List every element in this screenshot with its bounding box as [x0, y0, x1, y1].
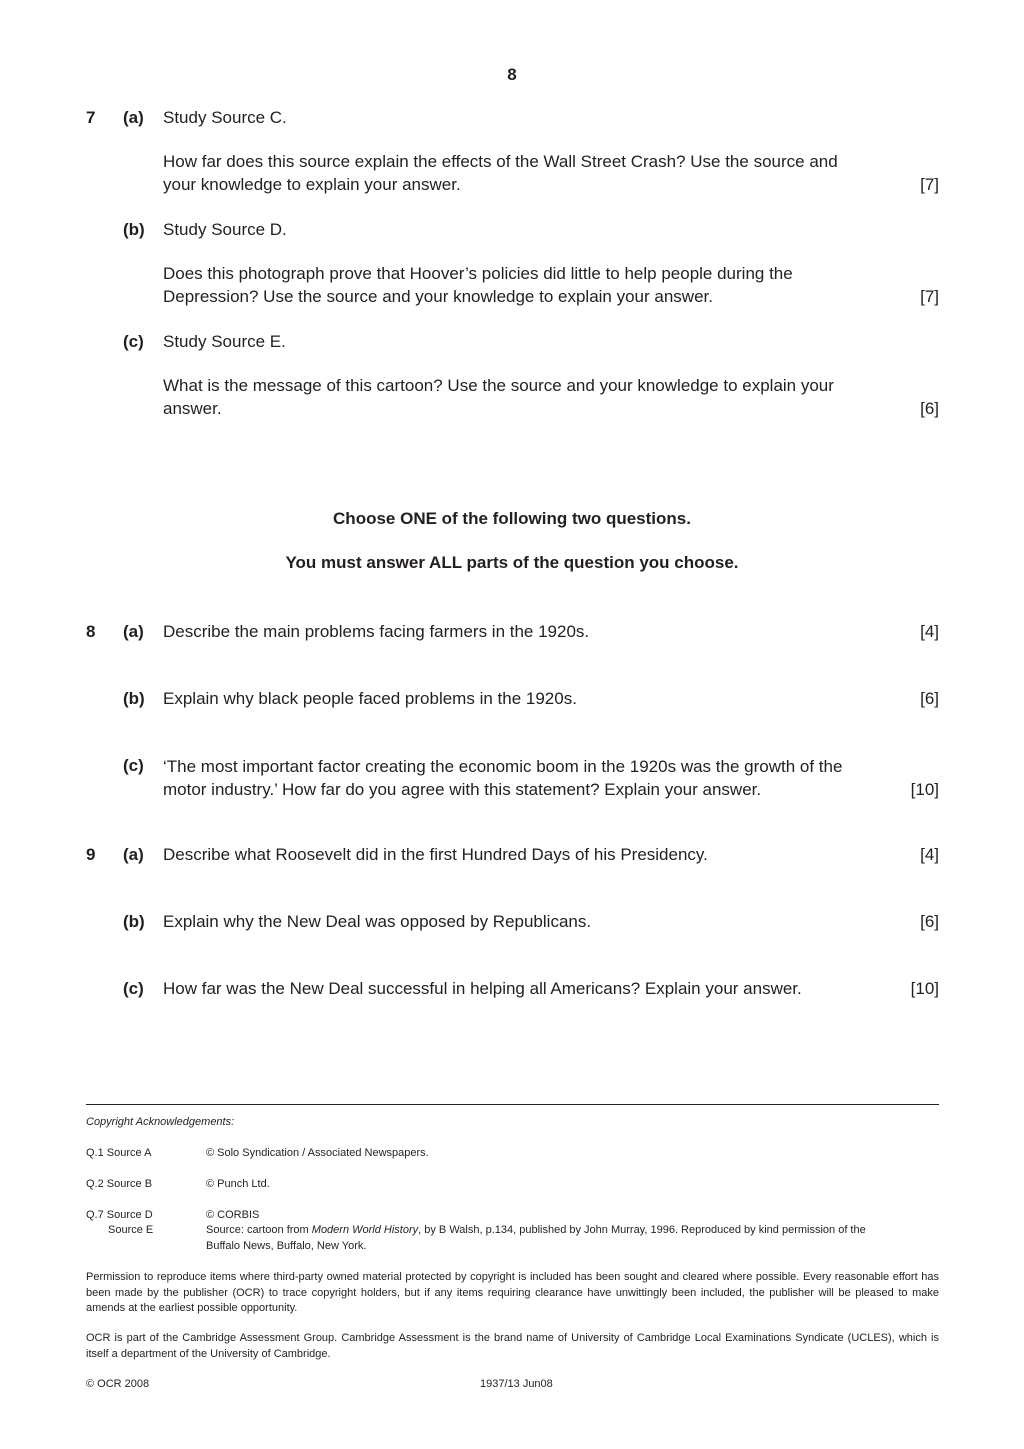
question-8a-label: (a): [123, 622, 144, 641]
question-7c-marks: [6]: [920, 399, 939, 418]
copyright-heading: Copyright Acknowledgements:: [86, 1116, 235, 1128]
question-7c-label: (c): [123, 332, 144, 351]
copyright-credit-q1a: © Solo Syndication / Associated Newspapers.: [206, 1147, 429, 1159]
permission-notice: Permission to reproduce items where third-party owned material protected by copyright is included has been sought and cleared where possible. Every reasonable effort has been made by the publisher (OCR) to trace copyright holders, but if any items requiring clearance have unwittingly been included, the publisher will be pleased to make amends at the earliest possible opportunity.: [86, 1271, 939, 1314]
copyright-credit-q7e-line2: Buffalo News, Buffalo, New York.: [206, 1240, 367, 1252]
question-7a-text: [163, 150, 939, 196]
question-9c-marks: [10]: [910, 979, 939, 998]
question-7a-line-2: your knowledge to explain your answer.: [163, 175, 461, 194]
question-8c-text: [163, 755, 939, 801]
question-9a-row: [163, 843, 939, 867]
footer-paper-code: 1937/13 Jun08: [480, 1378, 553, 1390]
question-7c-line-2: answer.: [163, 399, 222, 418]
choose-instruction: Choose ONE of the following two questions.: [333, 509, 691, 528]
question-8a-marks: [4]: [920, 622, 939, 641]
question-7a-line-1: How far does this source explain the effects of the Wall Street Crash? Use the source and: [163, 152, 838, 171]
question-8-number: 8: [86, 622, 96, 641]
question-7c-instruction: Study Source E.: [163, 332, 286, 351]
page-number: 8: [507, 65, 517, 84]
question-9c-row: [163, 977, 939, 1001]
question-7-number: 7: [86, 108, 96, 127]
question-8c-line-1: ‘The most important factor creating the economic boom in the 1920s was the growth of the: [163, 757, 843, 776]
copyright-source-q7d: Q.7 Source D: [86, 1209, 153, 1221]
question-8c-line-2: motor industry.’ How far do you agree with this statement? Explain your answer.: [163, 780, 762, 799]
question-8b-marks: [6]: [920, 689, 939, 708]
question-7b-line-1: Does this photograph prove that Hoover’s policies did little to help people during the: [163, 264, 793, 283]
question-9-number: 9: [86, 845, 96, 864]
question-9c-text: How far was the New Deal successful in helping all Americans? Explain your answer.: [163, 979, 802, 998]
ocr-notice: OCR is part of the Cambridge Assessment Group. Cambridge Assessment is the brand name of University of Cambridge Local Examinations Syndicate (UCLES), which is itself a department of the University of Cambridge.: [86, 1332, 939, 1360]
question-7b-instruction: Study Source D.: [163, 220, 287, 239]
credit-suffix: , by B Walsh, p.134, published by John Murray, 1996. Reproduced by kind permission of the: [418, 1224, 866, 1236]
credit-book-title: Modern World History: [311, 1224, 419, 1236]
question-8b-label: (b): [123, 689, 145, 708]
question-7b-line-2: Depression? Use the source and your knowledge to explain your answer.: [163, 287, 713, 306]
question-9c-label: (c): [123, 979, 144, 998]
question-7c-line-1: What is the message of this cartoon? Use the source and your knowledge to explain your: [163, 376, 834, 395]
question-9a-label: (a): [123, 845, 144, 864]
must-answer-instruction: You must answer ALL parts of the question you choose.: [285, 553, 739, 572]
question-7b-marks: [7]: [920, 287, 939, 306]
footer-copyright: © OCR 2008: [86, 1378, 150, 1390]
copyright-credit-q7e: [206, 1223, 939, 1238]
question-8c-marks: [10]: [910, 780, 939, 799]
question-7a-instruction: Study Source C.: [163, 108, 287, 127]
question-7a-label: (a): [123, 108, 144, 127]
divider-rule: [86, 1104, 939, 1105]
question-9b-label: (b): [123, 912, 145, 931]
question-8a-text: Describe the main problems facing farmers in the 1920s.: [163, 622, 590, 641]
question-8b-text: Explain why black people faced problems in the 1920s.: [163, 689, 577, 708]
copyright-source-q2b: Q.2 Source B: [86, 1178, 153, 1190]
question-9a-marks: [4]: [920, 845, 939, 864]
copyright-credit-q2b: © Punch Ltd.: [206, 1178, 270, 1190]
question-9b-text: Explain why the New Deal was opposed by Republicans.: [163, 912, 592, 931]
copyright-source-q1a: Q.1 Source A: [86, 1147, 152, 1159]
question-8c-label: (c): [123, 756, 144, 775]
question-8b-row: [163, 687, 939, 711]
copyright-credit-q7d: © CORBIS: [206, 1209, 260, 1221]
credit-prefix: Source: cartoon from: [206, 1224, 312, 1236]
question-7c-text: [163, 374, 939, 420]
copyright-source-q7e: Source E: [108, 1224, 154, 1236]
question-9b-marks: [6]: [920, 912, 939, 931]
question-8a-row: [163, 620, 939, 644]
question-7b-label: (b): [123, 220, 145, 239]
question-9b-row: [163, 910, 939, 934]
question-9a-text: Describe what Roosevelt did in the first Hundred Days of his Presidency.: [163, 845, 708, 864]
question-7a-marks: [7]: [920, 175, 939, 194]
question-7b-text: [163, 262, 939, 308]
